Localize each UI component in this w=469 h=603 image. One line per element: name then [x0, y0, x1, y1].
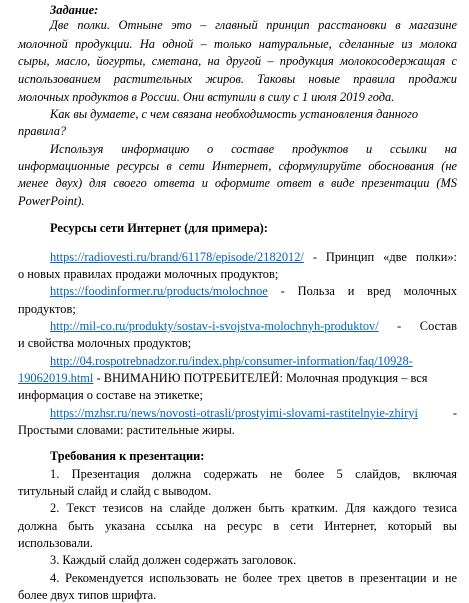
resource-description: Простыми словами: растительные жиры. [18, 423, 235, 438]
task-text-line: использованием растительных жиров. Таковы новые правила продажи [18, 72, 457, 87]
requirement-line: 2. Текст тезисов на слайде должен быть кратким. Для каждого тезиса [50, 501, 457, 516]
task-instruction-line: Используя информацию о составе продуктов и ссылки на [50, 141, 457, 156]
task-heading: Задание: [50, 2, 99, 17]
task-text-line: молочной продукции. На одной – только натуральные, сделанные из молока [18, 36, 457, 51]
resource-description: - Состав [378, 319, 457, 334]
resource-link[interactable]: https://foodinformer.ru/products/molochnoe [50, 284, 268, 299]
resource-link[interactable]: http://mil-co.ru/produkty/sostav-i-svojstva-molochnyh-produktov/ [50, 319, 379, 334]
task-question-line: правила? [18, 124, 67, 139]
resource-link[interactable]: http://04.rospotrebnadzor.ru/index.php/consumer-information/faq/10928- [50, 353, 413, 368]
task-instruction-line: информационные ресурсы в сети Интернет, сформулируйте обоснования (не [18, 159, 457, 174]
resource-item [50, 283, 457, 299]
requirement-line: использовали. [18, 535, 93, 550]
resource-description: - Польза и вред молочных [267, 284, 457, 299]
resource-description: - [417, 405, 457, 420]
resource-description: продуктов; [18, 301, 76, 316]
requirement-line: 3. Каждый слайд должен содержать заголовок. [50, 553, 297, 568]
resource-item [50, 353, 457, 369]
task-text-line: Две полки. Отныне это – главный принцип расстановки в магазине [50, 18, 457, 33]
resource-item [50, 405, 457, 421]
resource-link[interactable]: 19062019.html [18, 371, 94, 386]
requirement-line: 4. Рекомендуется использовать не более трех цветов в презентации и не [50, 570, 457, 585]
requirement-line: титульный слайд и слайд с выводом. [18, 483, 212, 498]
task-instruction-line: менее двух) для своего ответа и оформите ответ в виде презентации (MS [18, 176, 457, 191]
resources-heading: Ресурсы сети Интернет (для примера): [50, 220, 268, 235]
resource-description: информация о составе на этикетке; [18, 388, 203, 403]
requirements-heading: Требования к презентации: [50, 449, 205, 464]
resource-description: - Принцип «две полки»: [303, 249, 457, 264]
task-text-line: сыры, масло, йогурты, сметана, на другой – продукция молокосодержащая с [18, 54, 457, 68]
requirement-line: должна быть указана ссылка на ресурс в сети Интернет, который вы [18, 518, 457, 533]
task-question-line: Как вы думаете, с чем связана необходимость установления данного [50, 107, 419, 122]
requirement-line: более двух типов шрифта. [18, 588, 157, 602]
task-instruction-line: PowerPoint). [18, 193, 85, 208]
resource-item [18, 370, 457, 386]
resource-description: о новых правилах продажи молочных продуктов; [18, 267, 279, 282]
resource-item [50, 318, 457, 334]
resource-description: - ВНИМАНИЮ ПОТРЕБИТЕЛЕЙ: Молочная продукция – вся [93, 371, 428, 386]
resource-item [50, 249, 457, 265]
requirement-line: 1. Презентация должна содержать не более 5 слайдов, включая [50, 466, 457, 481]
resource-link[interactable]: https://radiovesti.ru/brand/61178/episode/2182012/ [50, 249, 304, 264]
resource-link[interactable]: https://mzhsr.ru/news/novosti-otrasli/prostyimi-slovami-rastitelnyie-zhiryi [50, 405, 418, 420]
resource-description: и свойства молочных продуктов; [18, 336, 192, 351]
task-text-line: молочных продуктов в России. Они вступили в силу с 1 июля 2019 года. [18, 89, 395, 104]
